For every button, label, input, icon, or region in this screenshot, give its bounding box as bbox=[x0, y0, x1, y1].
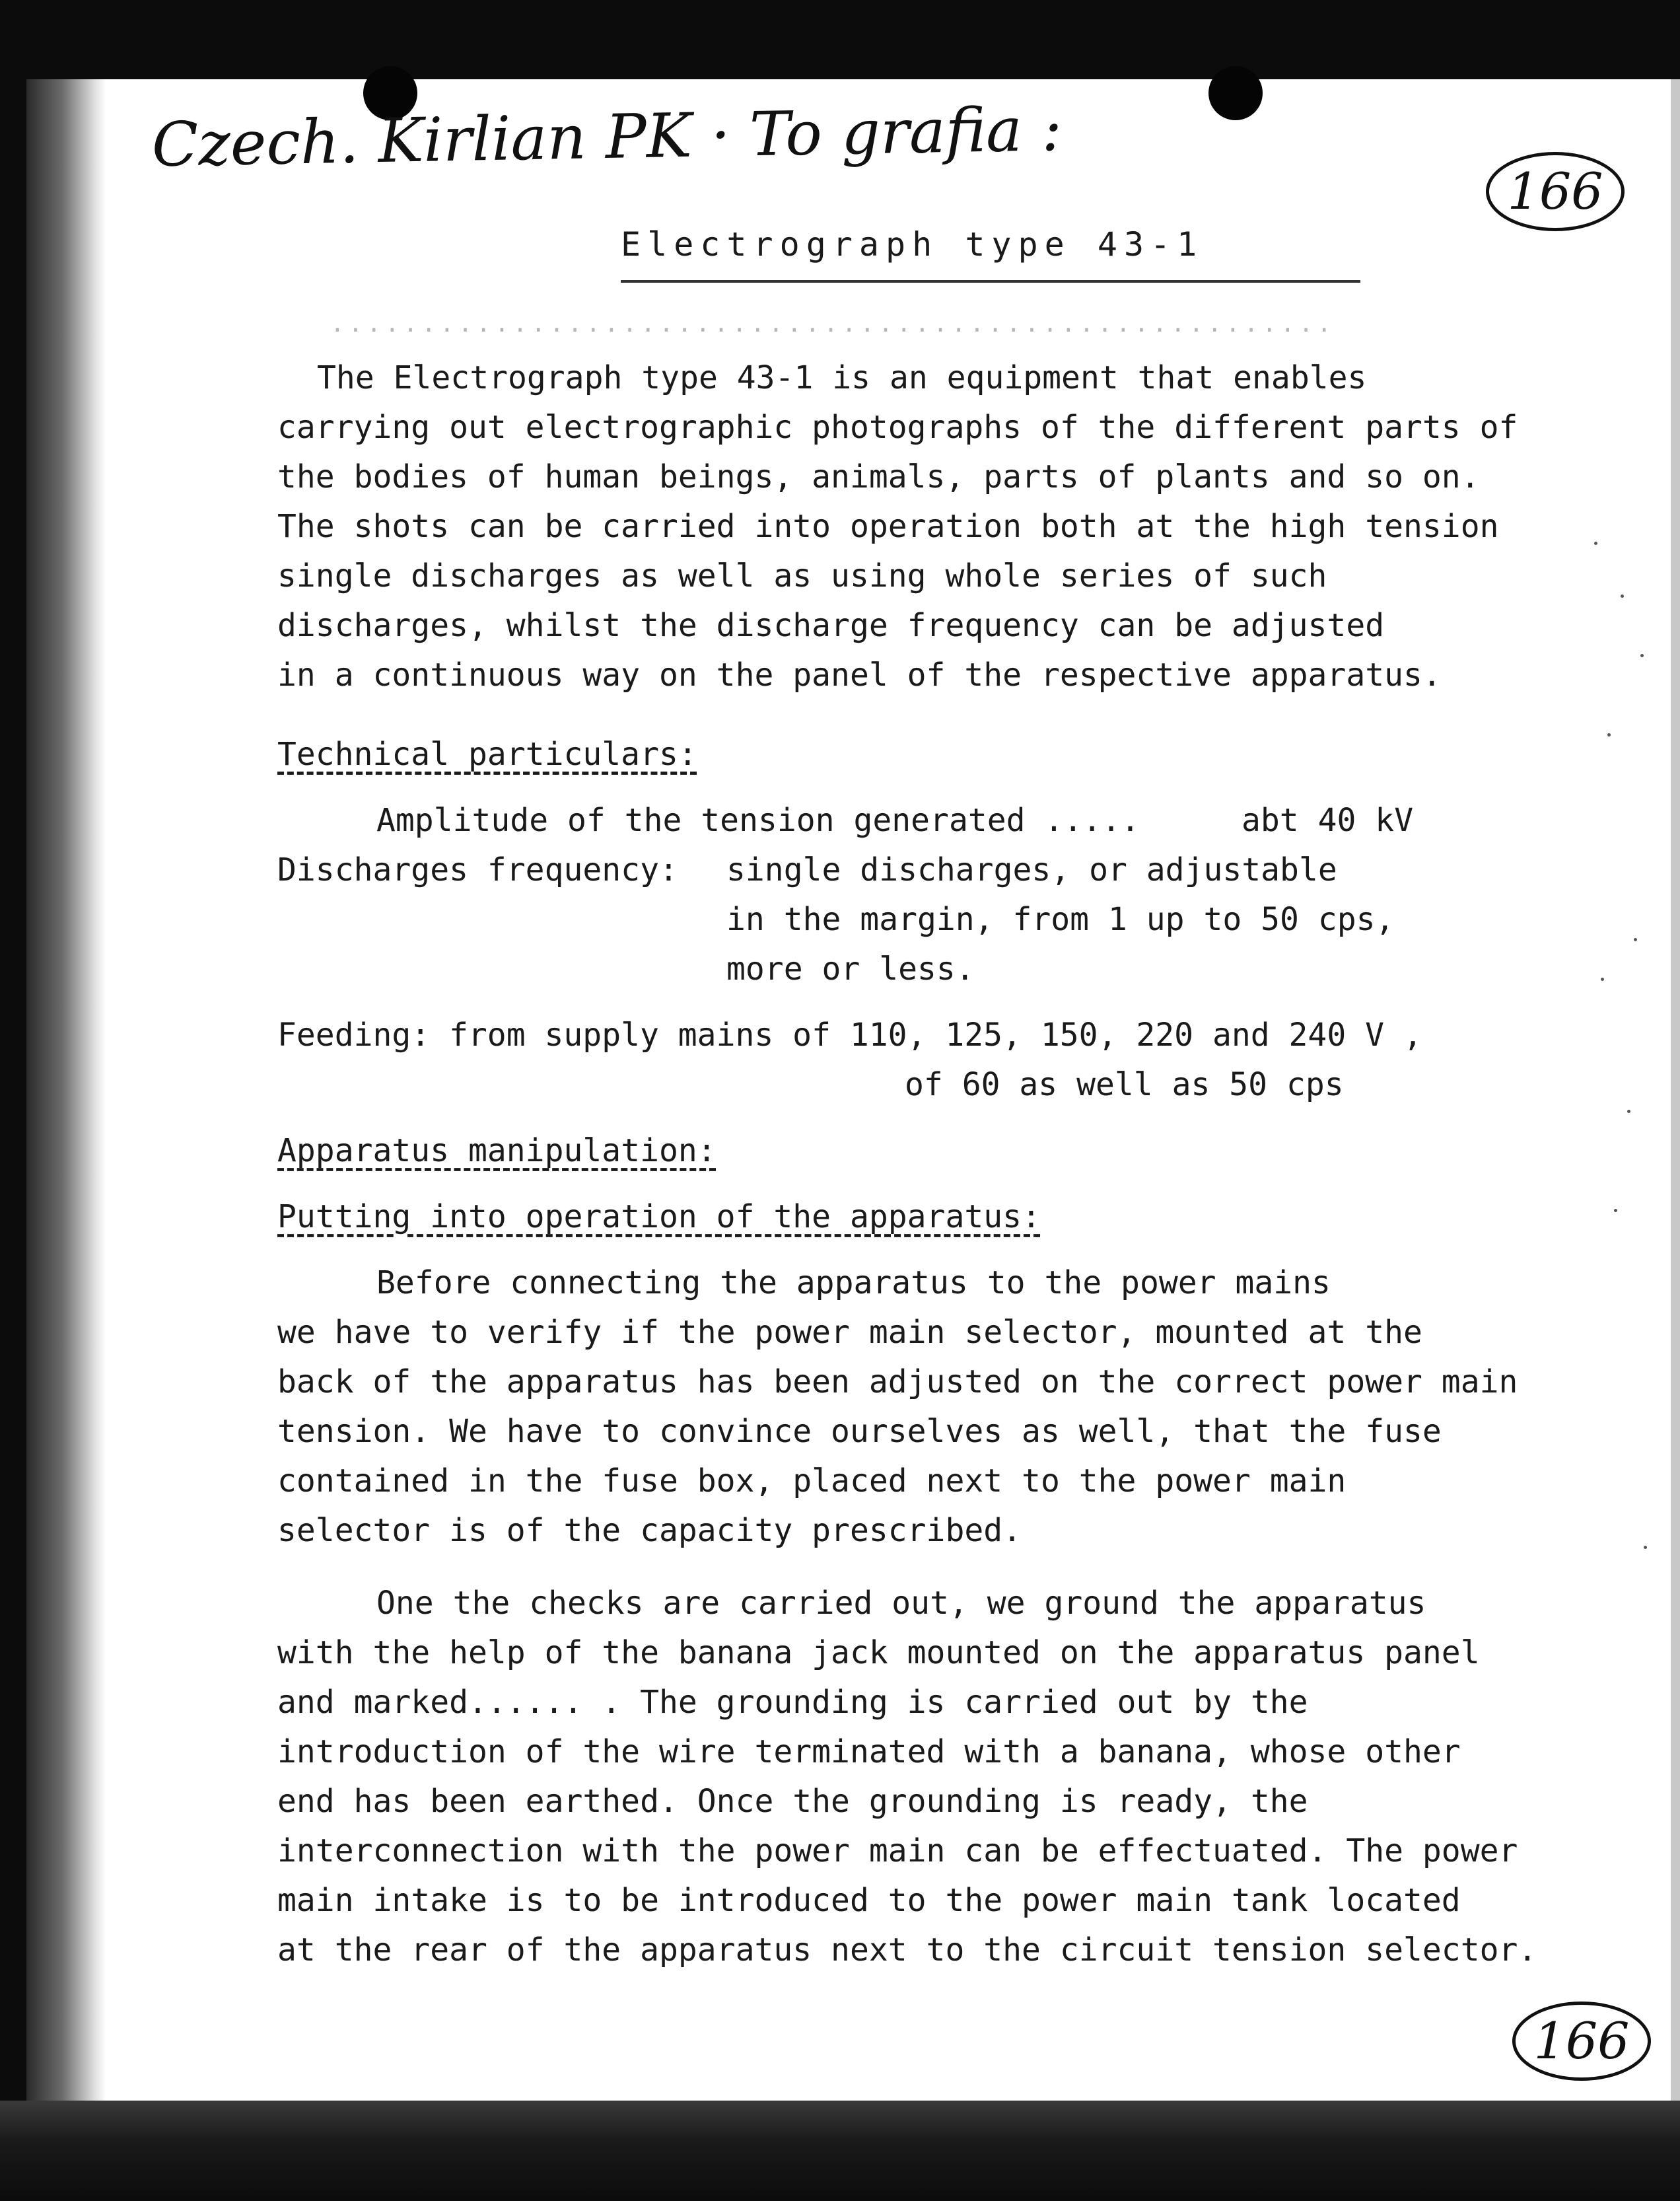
intro-line: The Electrograph type 43-1 is an equipment that enables bbox=[317, 359, 1367, 396]
frequency-line: single discharges, or adjustable bbox=[726, 851, 1337, 888]
paragraph-line: at the rear of the apparatus next to the circuit tension selector. bbox=[277, 1931, 1537, 1968]
page-number-top: 166 bbox=[1486, 152, 1625, 231]
scan-right-border bbox=[1671, 79, 1680, 2201]
amplitude-label: Amplitude of the tension generated ..... bbox=[376, 802, 1140, 839]
paragraph-line: Before connecting the apparatus to the power mains bbox=[376, 1264, 1331, 1301]
paragraph-line: One the checks are carried out, we ground the apparatus bbox=[376, 1585, 1426, 1622]
paragraph-line: main intake is to be introduced to the power main tank located bbox=[277, 1882, 1461, 1919]
paragraph-line: tension. We have to convince ourselves as well, that the fuse bbox=[277, 1413, 1442, 1450]
technical-particulars-heading: Technical particulars: bbox=[277, 736, 697, 773]
paragraph-line: with the help of the banana jack mounted on the apparatus panel bbox=[277, 1634, 1480, 1671]
feeding-line: of 60 as well as 50 cps bbox=[905, 1066, 1344, 1103]
feeding-label: Feeding: bbox=[277, 1017, 431, 1054]
bleed-through-text: ....................................................... bbox=[330, 310, 1336, 338]
intro-line: discharges, whilst the discharge frequency can be adjusted bbox=[277, 607, 1385, 644]
intro-line: carrying out electrographic photographs of the different parts of bbox=[277, 409, 1518, 446]
apparatus-manipulation-heading: Apparatus manipulation: bbox=[277, 1132, 717, 1169]
frequency-line: in the margin, from 1 up to 50 cps, bbox=[726, 901, 1395, 938]
intro-line: single discharges as well as using whole series of such bbox=[277, 558, 1327, 595]
paragraph-line: contained in the fuse box, placed next to the power main bbox=[277, 1462, 1347, 1499]
intro-paragraph bbox=[277, 353, 1518, 700]
paragraph-three bbox=[277, 1579, 1537, 1975]
feeding-line: from supply mains of 110, 125, 150, 220 and 240 V , bbox=[449, 1017, 1422, 1054]
amplitude-value: abt 40 kV bbox=[1242, 802, 1414, 839]
intro-line: the bodies of human beings, animals, parts of plants and so on. bbox=[277, 458, 1480, 495]
scan-left-shadow bbox=[26, 79, 106, 2201]
paragraph-line: back of the apparatus has been adjusted on the correct power main bbox=[277, 1363, 1518, 1400]
paragraph-line: end has been earthed. Once the grounding is ready, the bbox=[277, 1783, 1308, 1820]
intro-line: The shots can be carried into operation both at the high tension bbox=[277, 508, 1499, 545]
paragraph-line: introduction of the wire terminated with a banana, whose other bbox=[277, 1733, 1461, 1770]
title-underline bbox=[621, 280, 1360, 283]
paragraph-line: selector is of the capacity prescribed. bbox=[277, 1512, 1022, 1549]
putting-into-operation-heading: Putting into operation of the apparatus: bbox=[277, 1198, 1041, 1235]
page-number-bottom: 166 bbox=[1512, 2002, 1651, 2081]
scan-bottom-border bbox=[0, 2101, 1680, 2201]
scan-noise bbox=[1581, 515, 1660, 1638]
document-title: Electrograph type 43-1 bbox=[621, 225, 1204, 264]
frequency-line: more or less. bbox=[726, 951, 975, 988]
paragraph-line: we have to verify if the power main selector, mounted at the bbox=[277, 1314, 1422, 1351]
scan-top-border bbox=[0, 0, 1680, 79]
intro-line: in a continuous way on the panel of the respective apparatus. bbox=[277, 657, 1442, 694]
paragraph-two bbox=[277, 1258, 1518, 1556]
handwritten-note: Czech. Kirlian PK · To grafia : bbox=[151, 93, 1063, 180]
scan-left-border bbox=[0, 79, 26, 2201]
paragraph-line: and marked...... . The grounding is carried out by the bbox=[277, 1684, 1308, 1721]
paragraph-line: interconnection with the power main can be effectuated. The power bbox=[277, 1832, 1518, 1869]
frequency-label: Discharges frequency: bbox=[277, 851, 678, 888]
